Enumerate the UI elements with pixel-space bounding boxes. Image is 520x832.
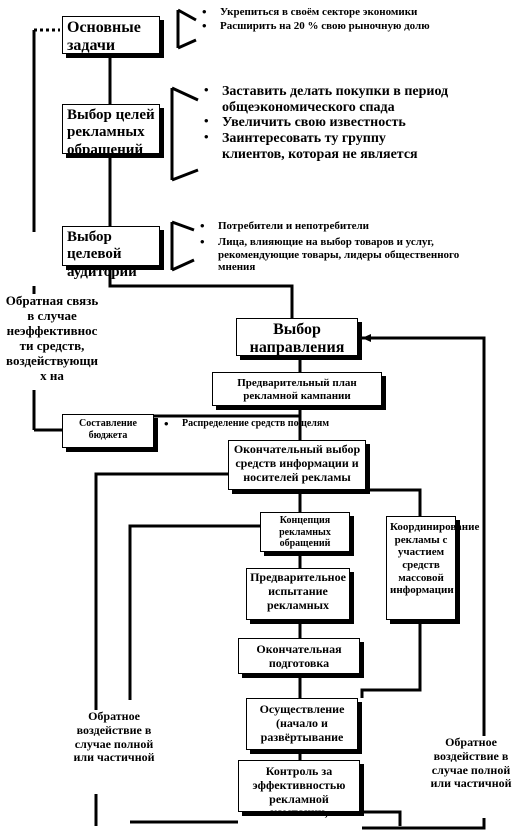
bullet-item: • Распределение средств по целям	[160, 418, 360, 429]
brace-main-tasks	[178, 10, 196, 48]
feedback-bottom-right-note: Обратное воздействие в случае полной или частичной	[424, 736, 518, 818]
bullet-item: • Увеличить свою известность	[200, 115, 450, 131]
loop-right-return	[362, 812, 400, 826]
target-bullets	[196, 220, 496, 274]
launch-box: Осуществление (начало и развёртывание	[246, 698, 358, 750]
target-audience-box: Выбор целевой аудитории	[62, 226, 160, 266]
main-tasks-bullets	[198, 6, 438, 58]
feedback-left-note: Обратная связь в случае неэффективнос ти средств, воздействующи х на	[2, 294, 102, 390]
ad-goals-bullets	[200, 84, 450, 192]
bullet-item: • Укрепиться в своём секторе экономики	[198, 6, 438, 18]
main-tasks-box: Основные задачи	[62, 16, 160, 54]
coordination-box: Координирование рекламы с участием средств массовой информации	[386, 516, 456, 620]
concept-box: Концепция рекламных обращений	[260, 512, 350, 552]
bullet-item: • Потребители и непотребители	[196, 220, 496, 232]
control-box: Контроль за эффективностью рекламной кампании,	[238, 760, 360, 812]
bullet-item: • Расширить на 20 % свою рыночную долю	[198, 20, 438, 32]
pretest-box: Предварительное испытание рекламных	[246, 568, 350, 620]
feedback-bottom-left-note: Обратное воздействие в случае полной или частичной	[64, 710, 164, 794]
loop-right-media	[366, 490, 420, 516]
line-plan-to-budget	[130, 408, 300, 416]
prelim-plan-box: Предварительный план рекламной кампании	[212, 372, 382, 406]
brace-ad-goals	[172, 88, 198, 180]
final-media-box: Окончательный выбор средств информации и носителей рекламы	[228, 440, 366, 490]
loop-right-coord	[362, 620, 420, 698]
brace-target	[172, 222, 194, 270]
budget-bullets	[160, 418, 360, 434]
ad-goals-box: Выбор целей рекламных обращений	[62, 104, 160, 154]
bullet-item: • Лица, влияющие на выбор товаров и услуг, рекомендующие товары, лидеры общественного мнения	[196, 236, 496, 273]
bullet-item: • Заинтересовать ту группу клиентов, которая не является	[200, 131, 450, 162]
final-prep-box: Окончательная подготовка	[238, 638, 360, 674]
bullet-item: • Заставить делать покупки в период общеэкономического спада	[200, 84, 450, 115]
direction-box: Выбор направления	[236, 318, 358, 356]
line-target-to-direction	[110, 268, 292, 318]
budget-box: Составление бюджета	[62, 414, 154, 448]
